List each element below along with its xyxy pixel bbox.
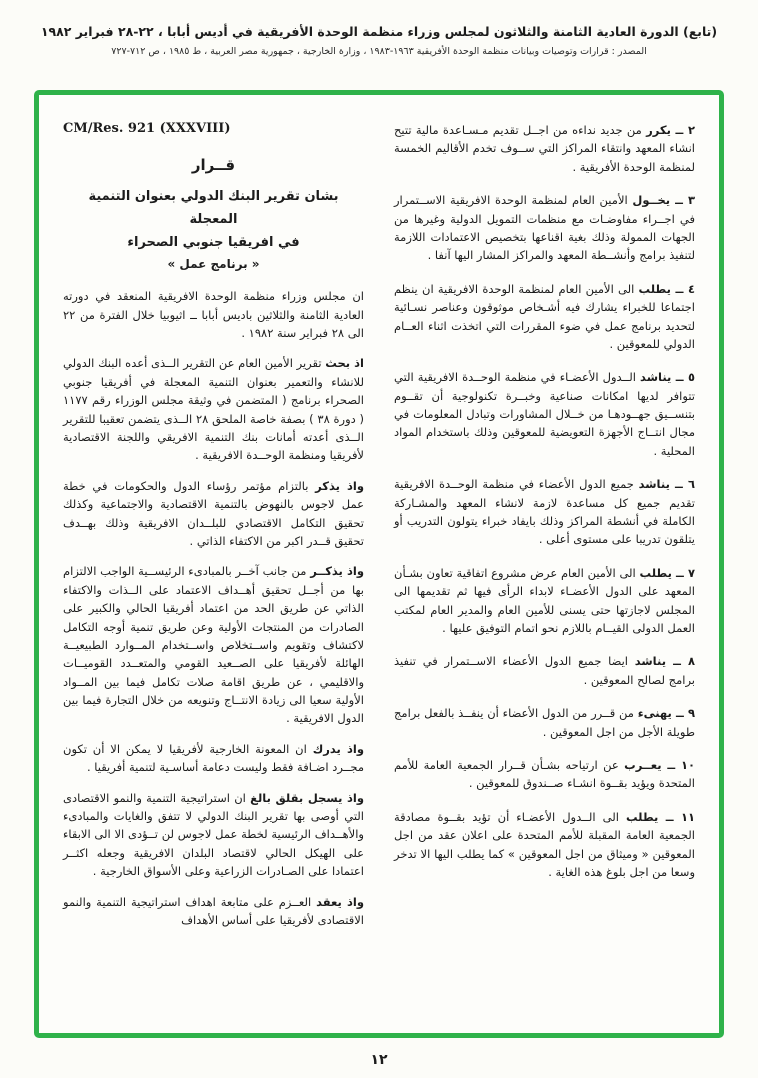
item-lead: ٣ ــ يخــول xyxy=(632,193,696,208)
paragraph-text: ان استراتيجية التنمية والنمو الاقتصادى التي أوصى بها تقرير البنك الدولي لا تتفق والغايات والمبادىء والأهــداف الرئيسية لخطة عمل لاجوس لن تــؤدى الا الى الابقاء على الهيكل الحالي لاقتصاد البلدان الافريقية وجعله اكثــر اعتمادا على الصـادرات الزراعية وعلى الأسواق الخارجية . xyxy=(63,790,364,879)
item-text: الى الــدول الأعضـاء أن تؤيد بقــوة مصادقة الجمعية العامة المقبلة للأمم المتحدة على اعلان عقد من اجل المعوقين « وميثاق من اجل المعوقين » كما يطلب اليها الا تدخر وسعا من اجل بلوغ هذه الغاية . xyxy=(394,809,695,879)
green-border-frame xyxy=(34,90,724,1038)
resolution-subtitle-line1: بشان تقرير البنك الدولي بعنوان التنمية المعجلة xyxy=(88,189,339,227)
paragraph xyxy=(63,740,364,777)
resolution-title: قــرار xyxy=(191,156,236,174)
item-lead: ٤ ــ يطلب xyxy=(638,281,696,296)
item-lead: ٨ ــ يناشد xyxy=(634,654,696,669)
paragraph-text: ان مجلس وزراء منظمة الوحدة الافريقية المنعقد في دورته العادية الثامنة والثلاثين باديس أبابا ــ اثيوبيا خلال الفترة من ٢٢ الى ٢٨ فبراير سنة ١٩٨٢ . xyxy=(63,289,364,341)
item-lead: ٧ ــ يطلب xyxy=(639,565,696,580)
paragraph xyxy=(63,562,364,728)
resolution-subtitle-line3: « برنامج عمل » xyxy=(167,257,260,272)
paragraph-text: ان المعونة الخارجية لأفريقيا لا يمكن الا أن تكون مجــرد اضـافة فقط وليست دعامة أساسـية لتنمية أفريقيا . xyxy=(63,741,364,775)
resolution-number: CM/Res. 921 (XXXVIII) xyxy=(63,121,231,136)
numbered-item xyxy=(394,475,695,549)
paragraph-text: تقرير الأمين العام عن التقرير الــذى أعده البنك الدولي للانشاء والتعمير بعنوان التنمية المعجلة في أفريقيا جنوبي الصحراء برنامج ( المتضمن في وثيقة مجلس الوزراء رقم ١١٧٧ ( دورة ٣٨ ) بصفة خاصة الملحق ٢٨ الــذى يتضمن تعقيبا للتقرير الــذى أعدته أمانات بنك التنمية الافريقي واللجنة الاقتصادية لأفريقيا ومنظمة الوحــدة الافريقية . xyxy=(63,356,364,463)
item-lead: ٢ ــ يكرر xyxy=(646,123,696,137)
paragraph xyxy=(63,789,364,881)
item-text: جميع الدول الأعضاء في منظمة الوحــدة الافريقية تقديم جميع كل مساعدة لازمة لانشاء المعهد والمشـاركة الكاملة في أنشطة المراكز وذلك بايفاد خبراء يتولون التدريب أو يتلقون تدريبا على مستوى أعلى . xyxy=(394,477,695,547)
page-header xyxy=(0,0,758,57)
paragraph xyxy=(63,893,364,930)
paragraph-text: العــزم على متابعة اهداف استراتيجية التنمية والنمو الاقتصادى لأفريقيا على أساس الأهداف xyxy=(63,894,364,927)
paragraph-lead: اذ بحث xyxy=(325,356,364,371)
two-column-layout xyxy=(63,121,695,1015)
item-text: الــدول الأعضـاء في منظمة الوحــدة الافريقية التي تتوافر لديها امكانات صناعية وخبــرة تكنولوجية أن تقــوم بتنســيق جهــودهـا من خــلال المشاورات وتبادل المعلومات في مجال انتــاج الأجهزة التعويضية للمعوقين وذلك باستخدام المواد المحلية . xyxy=(394,370,695,458)
header-session-line: (تابع) الدورة العادية الثامنة والثلاثون لمجلس وزراء منظمة الوحدة الأفريقية في أديس أبابا ، ٢٢-٢٨ فبراير ١٩٨٢ xyxy=(40,24,718,39)
numbered-item xyxy=(394,808,695,882)
item-text: ايضا جميع الدول الأعضاء الاســتمرار في تنفيذ برامج لصالح المعوقين . xyxy=(394,654,695,687)
resolution-subtitle-line2: في افريقيا جنوبي الصحراء xyxy=(127,234,300,250)
item-text: عن ارتياحه بشـأن قــرار الجمعية العامة للأمم المتحدة ويؤيد بقــوة انشـاء صــندوق للمعوقين . xyxy=(394,757,695,791)
numbered-item xyxy=(394,191,695,265)
numbered-item xyxy=(394,652,695,689)
item-text: الأمين العام لمنظمة الوحدة الافريقية الاســتمرار في اجــراء مفاوضـات مع منظمات التمويل الدولية وغيرها من الجهات الممولة وذلك بغية اقناعها بتخصيص الاعتمادات اللازمة لتنفيذ برامج وأنشــطة المعهد والمراكز المشار اليها آنفا . xyxy=(394,193,695,263)
paragraph xyxy=(63,354,364,464)
paragraph-text: من جانب آخــر بالمبادىء الرئيســية الواجب الالتزام بها من أجــل تحقيق أهــداف الاعتماد على الــذات والاكتفاء الذاتي عن طريق الحد من اعتماد أفريقيا الحالي والكبير على الصادرات من المنتجات الأولية وعن طريق تنمية أوجه التكامل لاكتشاف وتقويم واســتخلاص واســتخدام المــوارد الطبيعيــة الهائلة لأفريقيا على الصــعيد القومي والمتعــدد القوميــات والاقليمي ، عن طريق اقامة صلات تكامل فيما بين المــواد الأولية سعيا الى زيادة الانتــاج وتنويعه من خلال التجارة فيما بين الدول الافريقية . xyxy=(63,564,364,726)
numbered-item xyxy=(394,756,695,793)
paragraph xyxy=(63,477,364,551)
item-lead: ٦ ــ يناشد xyxy=(638,477,696,492)
item-lead: ٥ ــ يناشد xyxy=(640,370,695,385)
item-text: من قــرر من الدول الأعضاء أن ينفــذ بالفعل برامج طويلة الأجل من اجل المعوقين . xyxy=(394,706,695,739)
left-column xyxy=(63,121,364,1015)
paragraph-lead: واذ يدرك xyxy=(312,741,365,756)
paragraph-lead: واذ يذكر xyxy=(315,478,364,493)
item-lead: ١٠ ــ يعــرب xyxy=(624,757,696,772)
paragraph xyxy=(63,287,364,342)
numbered-item xyxy=(394,564,695,638)
paragraph-lead: واذ يعقد xyxy=(316,894,364,909)
item-lead: ٩ ــ يهنىء xyxy=(637,706,695,721)
paragraph-lead: واذ يذكــر xyxy=(310,564,364,579)
numbered-item xyxy=(394,368,695,460)
item-text: الى الأمين العام لمنظمة الوحدة الافريقية ان ينظم اجتماعا للخبراء يشارك فيه أشـخاص موثوقون وعناصر نسـائية لتحديد برنامج عمل في ضوء المقررات التي اتخذت اثناء العــام الدولي للمعوقين . xyxy=(394,281,695,351)
item-text: الى الأمين العام عرض مشروع اتفاقية تعاون بشـأن المعهد على الدول الأعضـاء لابداء الرأى فيها ثم تقديمها الى المجلس لاجازتها حتى يسنى للأمين العام والمدير العام لمكتب العمل الدولى القيــام باللازم نحو اتمام التوفيق عليها . xyxy=(394,565,695,635)
item-lead: ١١ ــ يطلب xyxy=(625,809,696,824)
item-text: من جديد نداءه من اجــل تقديم مـسـاعدة مالية تتيح انشاء المعهد وانتقاء المراكز التي ســوف تخدم الأقاليم الخمسة لمنظمة الوحدة الأفريقية . xyxy=(394,123,695,174)
numbered-item xyxy=(394,704,695,741)
numbered-item xyxy=(394,280,695,354)
header-source-line: المصدر : قرارات وتوصيات وبيانات منظمة الوحدة الأفريقية ١٩٦٣-١٩٨٣ ، وزارة الخارجية ، جمهورية مصر العربية ، ط ١٩٨٥ ، ص ٧١٢-٧٢٧ xyxy=(111,46,647,57)
right-column xyxy=(394,121,695,1015)
paragraph-lead: واذ يسجل بقلق بالغ xyxy=(250,790,365,805)
numbered-item xyxy=(394,121,695,176)
paragraph-text: بالتزام مؤتمر رؤساء الدول والحكومات في خطة عمل لاجوس بالنهوض بالتنمية الاقتصادية والاجتماعية وكذلك تحقيق التكامل الاقتصادي للبلــدان الافريقية وذلك بهــدف تحقيق قــدر اكبر من الاكتفاء الذاتي . xyxy=(63,478,364,548)
page-number: ١٢ xyxy=(370,1052,388,1068)
